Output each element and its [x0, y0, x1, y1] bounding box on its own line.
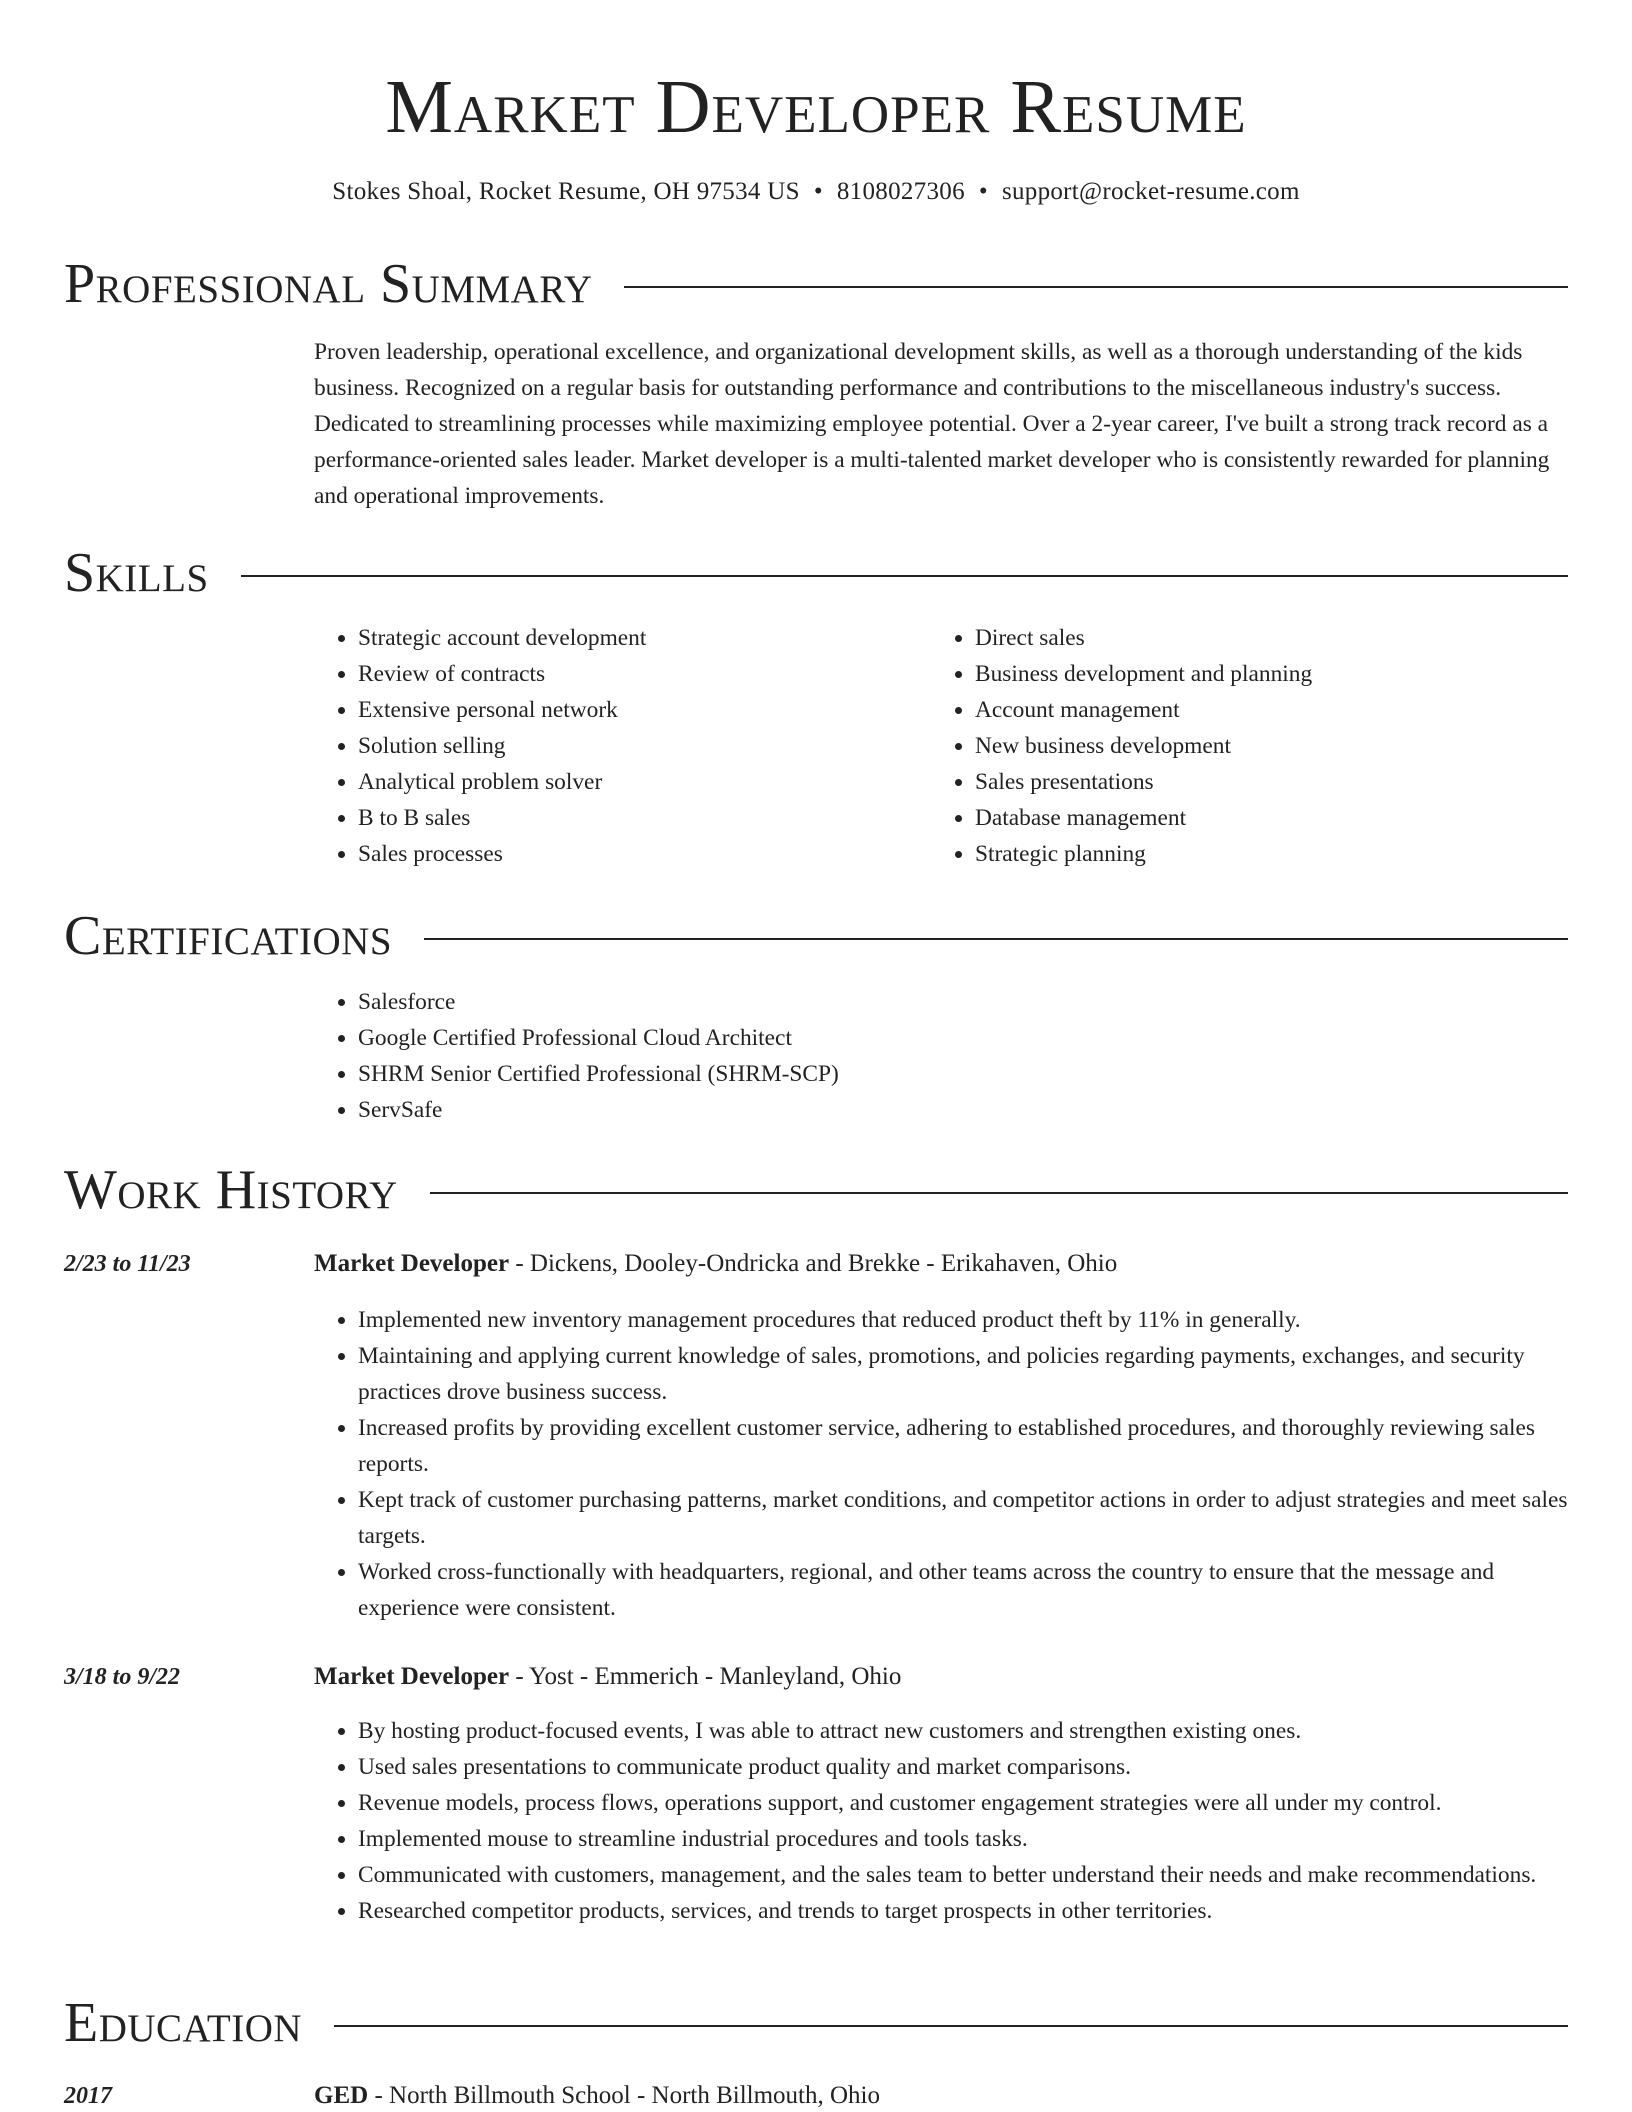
section-heading: Education [64, 1992, 303, 2054]
contact-address: Stokes Shoal, Rocket Resume, OH 97534 US [332, 178, 800, 205]
contact-phone: 8108027306 [836, 178, 965, 205]
list-item: • By hosting product-focused events, I was able to attract new customers and strengthen existing ones. [358, 1713, 1568, 1749]
contact-line [64, 176, 1568, 208]
skills-list [314, 620, 914, 872]
list-item: • New business development [975, 728, 1531, 764]
list-item: • Kept track of customer purchasing patterns, market conditions, and competitor actions in order to adjust strategies and meet sales targets. [358, 1482, 1568, 1554]
section-divider [430, 1192, 1568, 1194]
job-date: 3/18 to 9/22 [64, 1664, 181, 1690]
skills-list [931, 620, 1531, 872]
list-item: • Strategic planning [975, 836, 1531, 872]
list-item: • Business development and planning [975, 656, 1531, 692]
list-item: • Maintaining and applying current knowledge of sales, promotions, and policies regarding payments, exchanges, and security practices drove business success. [358, 1338, 1568, 1410]
job-title: Market Developer [314, 1663, 510, 1690]
section-heading: Professional Summary [64, 253, 593, 315]
job-title: Market Developer [314, 1250, 510, 1277]
section-heading: Certifications [64, 905, 393, 967]
list-item: • ServSafe [358, 1092, 1568, 1128]
list-item: • Extensive personal network [358, 692, 914, 728]
section-header-work-history [64, 1158, 1568, 1222]
list-item: • Account management [975, 692, 1531, 728]
list-item: • Strategic account development [358, 620, 914, 656]
education-date: 2017 [64, 2083, 112, 2109]
job-heading [314, 1248, 1117, 1280]
list-item: • Researched competitor products, services, and trends to target prospects in other territories. [358, 1893, 1568, 1929]
section-heading: Skills [64, 542, 209, 604]
contact-email[interactable]: support@rocket-resume.com [1001, 178, 1300, 205]
list-item: • B to B sales [358, 800, 914, 836]
contact-separator: • [978, 178, 988, 205]
education-heading [314, 2080, 880, 2112]
section-header-summary [64, 252, 1568, 316]
list-item: • Review of contracts [358, 656, 914, 692]
summary-text: Proven leadership, operational excellence, and organizational development skills, as well as a thorough understanding of the kids business. Recognized on a regular basis for outstanding performance and contributions to the miscellaneous industry's success. Dedicated to streamlining processes while maximizing employee potential. Over a 2-year career, I've built a strong track record as a performance-oriented sales leader. Market developer is a multi-talented market developer who is consistently rewarded for planning and operational improvements. [314, 339, 1550, 509]
section-divider [334, 2025, 1568, 2027]
job-bullets [314, 1302, 1568, 1626]
section-header-education [64, 1991, 1568, 2055]
job-details: - Yost - Emmerich - Manleyland, Ohio [509, 1663, 902, 1690]
job-bullet-list [314, 1713, 1568, 1929]
education-degree: GED [314, 2082, 369, 2109]
list-item: • Communicated with customers, management, and the sales team to better understand their needs and make recommendations. [358, 1857, 1568, 1893]
section-header-skills [64, 541, 1568, 605]
section-divider [624, 286, 1568, 288]
list-item: • Used sales presentations to communicate product quality and market comparisons. [358, 1749, 1568, 1785]
contact-separator: • [813, 178, 823, 205]
list-item: • SHRM Senior Certified Professional (SHRM-SCP) [358, 1056, 1568, 1092]
list-item: • Solution selling [358, 728, 914, 764]
list-item: • Salesforce [358, 984, 1568, 1020]
resume-title: Market Developer Resume [385, 65, 1247, 149]
list-item: • Revenue models, process flows, operations support, and customer engagement strategies were all under my control. [358, 1785, 1568, 1821]
job-details: - Dickens, Dooley-Ondricka and Brekke - Erikahaven, Ohio [509, 1250, 1118, 1277]
section-heading: Work History [64, 1159, 398, 1221]
list-item: • Analytical problem solver [358, 764, 914, 800]
list-item: • Sales processes [358, 836, 914, 872]
section-divider [424, 938, 1568, 940]
list-item: • Direct sales [975, 620, 1531, 656]
list-item: • Google Certified Professional Cloud Architect [358, 1020, 1568, 1056]
job-bullets [314, 1713, 1568, 1929]
list-item: • Implemented mouse to streamline industrial procedures and tools tasks. [358, 1821, 1568, 1857]
skills-right-column [931, 620, 1531, 872]
education-details: - North Billmouth School - North Billmouth, Ohio [368, 2082, 880, 2109]
section-divider [241, 575, 1568, 577]
list-item: • Increased profits by providing excellent customer service, adhering to established procedures, and thoroughly reviewing sales reports. [358, 1410, 1568, 1482]
section-header-certifications [64, 904, 1568, 968]
job-heading [314, 1661, 901, 1693]
list-item: • Database management [975, 800, 1531, 836]
list-item: • Implemented new inventory management procedures that reduced product theft by 11% in generally. [358, 1302, 1568, 1338]
skills-left-column [314, 620, 914, 872]
job-date: 2/23 to 11/23 [64, 1251, 191, 1277]
job-bullet-list [314, 1302, 1568, 1626]
list-item: • Worked cross-functionally with headquarters, regional, and other teams across the country to ensure that the message and experience were consistent. [358, 1554, 1568, 1626]
certifications-list [314, 984, 1568, 1128]
list-item: • Sales presentations [975, 764, 1531, 800]
certifications-column [314, 984, 1568, 1128]
